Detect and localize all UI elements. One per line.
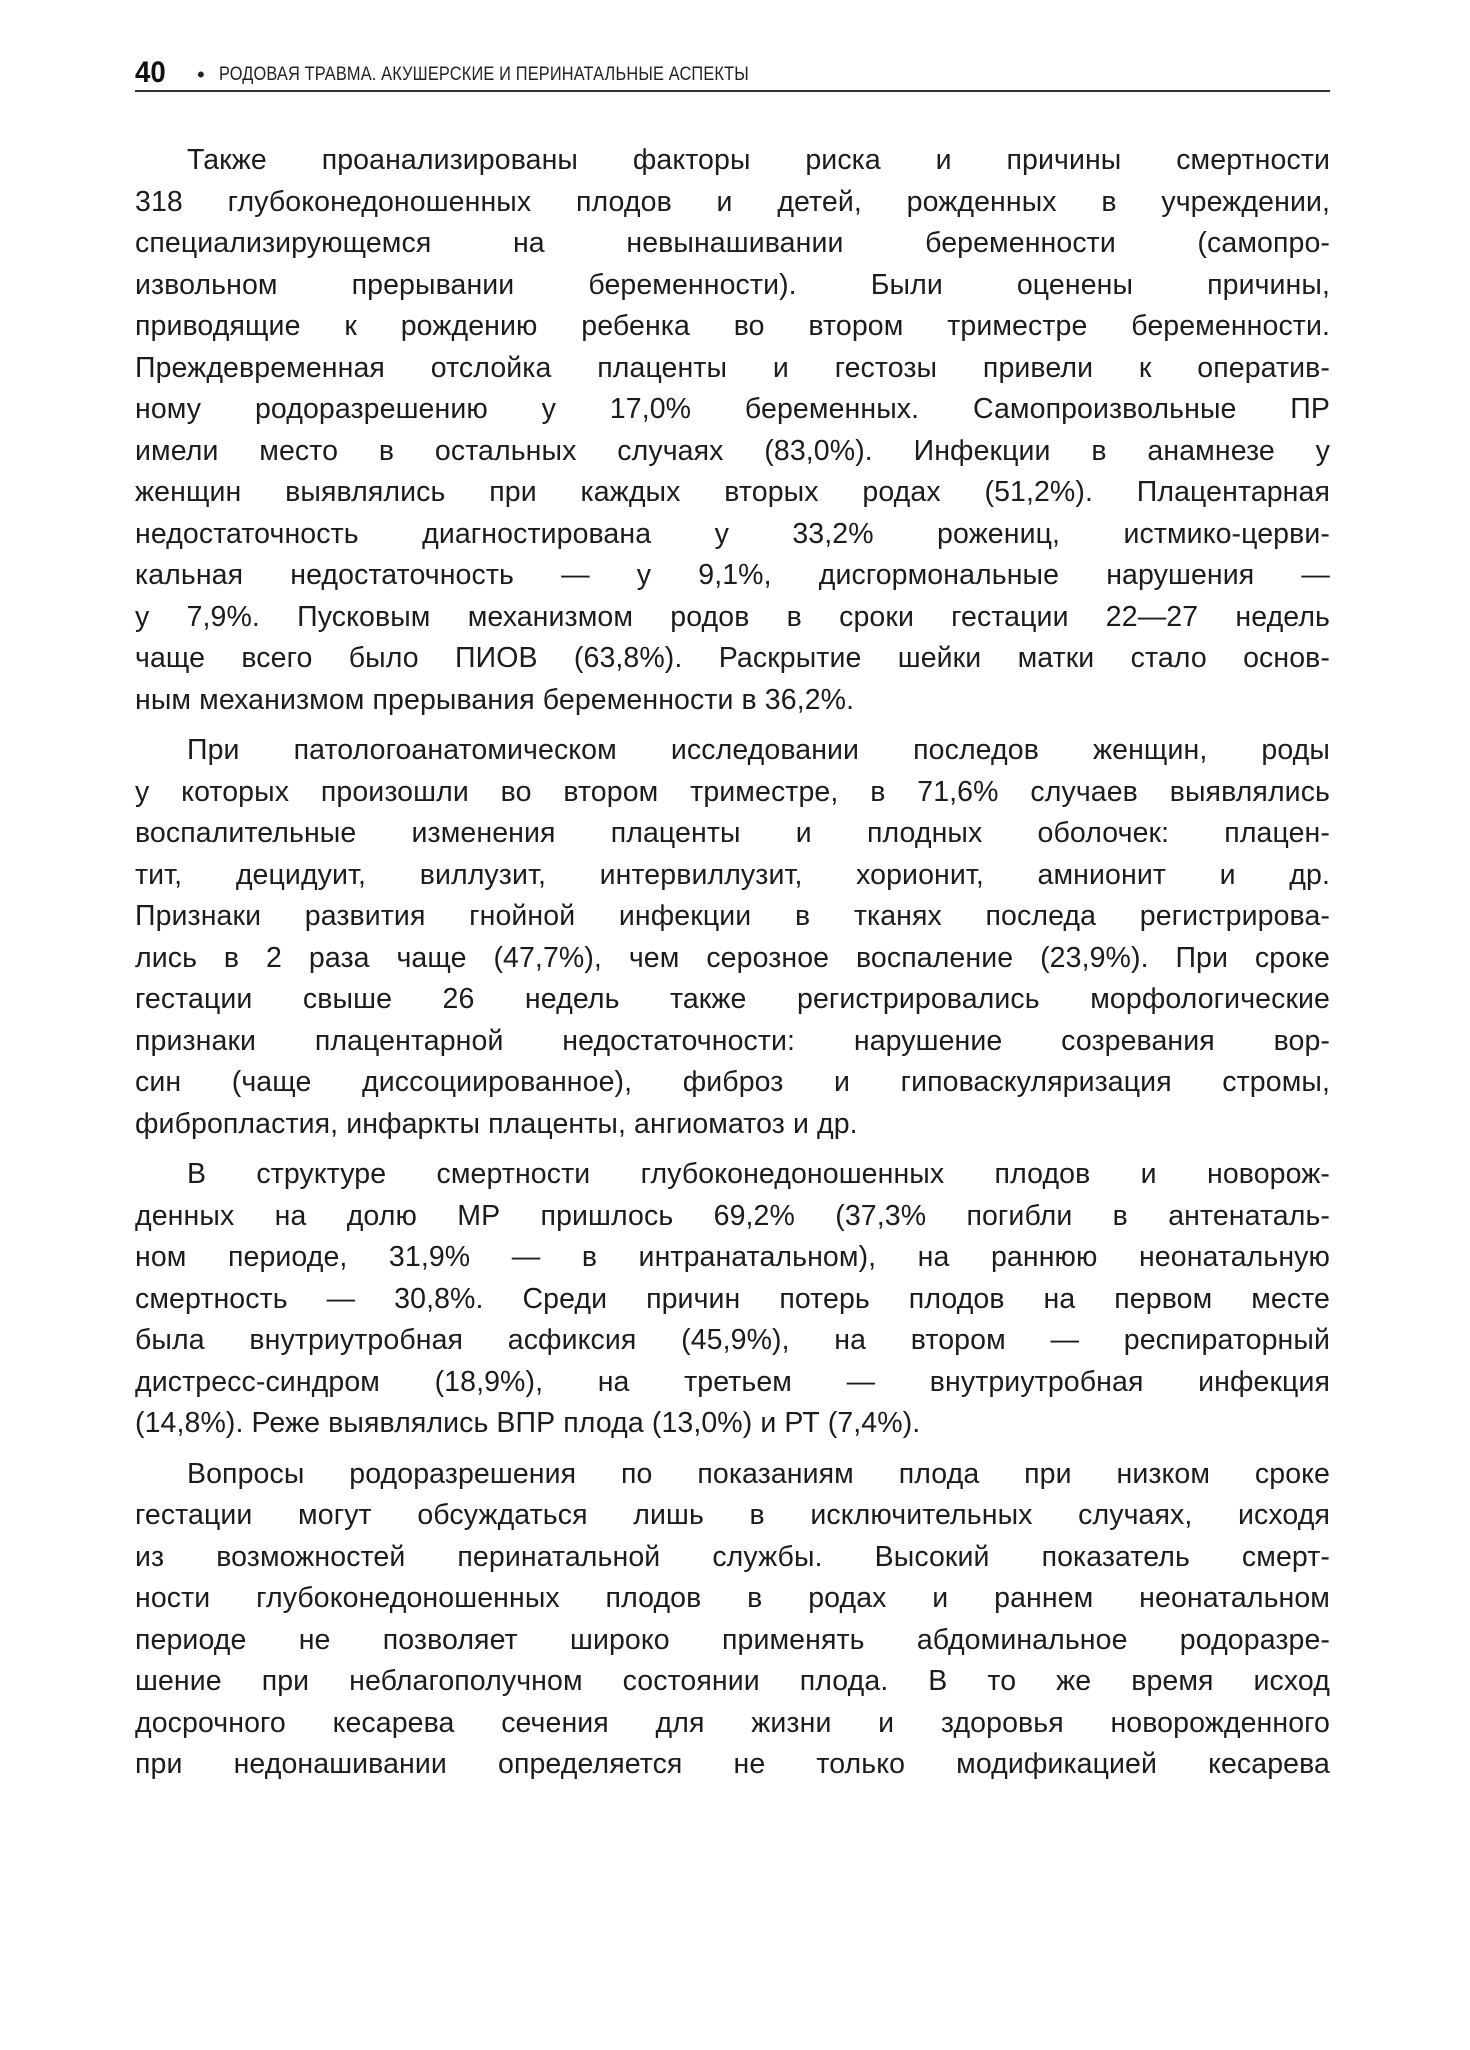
- text-line: чаще всего было ПИОВ (63,8%). Раскрытие шейки матки стало основ-: [135, 642, 1330, 674]
- text-line: гестации могут обсуждаться лишь в исключительных случаях, исходя: [135, 1499, 1330, 1531]
- text-line: смертность — 30,8%. Среди причин потерь плодов на первом месте: [135, 1282, 1330, 1315]
- text-line: гестации свыше 26 недель также регистрировались морфологические: [135, 983, 1330, 1015]
- header-bullet: •: [197, 62, 205, 87]
- text-line: периоде не позволяет широко применять абдоминальное родоразре-: [135, 1623, 1330, 1656]
- text-line: В структуре смертности глубоконедоношенных плодов и новорож-: [187, 1158, 1330, 1190]
- text-line: кальная недостаточность — у 9,1%, дисгормональные нарушения —: [135, 559, 1330, 591]
- text-line: лись в 2 раза чаще (47,7%), чем серозное воспаление (23,9%). При сроке: [135, 941, 1330, 974]
- text-line: ности глубоконедоношенных плодов в родах и раннем неонатальном: [135, 1582, 1330, 1614]
- text-line: (14,8%). Реже выявлялись ВПР плода (13,0%) и РТ (7,4%).: [135, 1407, 921, 1439]
- text-line: воспалительные изменения плаценты и плодных оболочек: плацен-: [135, 817, 1330, 849]
- paragraph-mortality-structure: [135, 1154, 1330, 1445]
- text-line: недостаточность диагностирована у 33,2% рожениц, истмико-церви-: [135, 517, 1330, 550]
- text-line: ном периоде, 31,9% — в интранатальном), на раннюю неонатальную: [135, 1241, 1330, 1273]
- text-line: 318 глубоконедоношенных плодов и детей, рожденных в учреждении,: [135, 185, 1330, 218]
- running-title: РОДОВАЯ ТРАВМА. АКУШЕРСКИЕ И ПЕРИНАТАЛЬНЫЕ АСПЕКТЫ: [218, 64, 749, 85]
- text-line: имели место в остальных случаях (83,0%). Инфекции в анамнезе у: [135, 434, 1330, 467]
- text-line: извольном прерывании беременности). Были оценены причины,: [135, 268, 1330, 301]
- text-line: приводящие к рождению ребенка во втором триместре беременности.: [135, 310, 1330, 342]
- text-line: тит, децидуит, виллузит, интервиллузит, хорионит, амнионит и др.: [135, 858, 1330, 891]
- text-line: денных на долю МР пришлось 69,2% (37,3% погибли в антенаталь-: [135, 1199, 1330, 1232]
- paragraph-pathology: [135, 730, 1330, 1145]
- text-line: досрочного кесарева сечения для жизни и здоровья новорожденного: [135, 1706, 1330, 1739]
- text-line: При патологоанатомическом исследовании последов женщин, роды: [187, 734, 1330, 766]
- running-header: [135, 46, 1330, 90]
- header-rule: [135, 90, 1330, 92]
- body-text: [135, 140, 1330, 1795]
- text-line: признаки плацентарной недостаточности: нарушение созревания вор-: [135, 1024, 1330, 1057]
- text-line: специализирующемся на невынашивании беременности (самопро-: [135, 227, 1330, 259]
- text-line: у 7,9%. Пусковым механизмом родов в сроки гестации 22—27 недель: [135, 600, 1330, 633]
- text-line: Вопросы родоразрешения по показаниям плода при низком сроке: [187, 1457, 1330, 1490]
- text-line: при недонашивании определяется не только модификацией кесарева: [135, 1748, 1330, 1780]
- text-line: из возможностей перинатальной службы. Высокий показатель смерт-: [135, 1540, 1330, 1573]
- paragraph-risk-factors: [135, 140, 1330, 721]
- text-line: у которых произошли во втором триместре, в 71,6% случаев выявлялись: [135, 775, 1330, 808]
- text-line: син (чаще диссоциированное), фиброз и гиповаскуляризация стромы,: [135, 1066, 1330, 1098]
- text-line: дистресс-синдром (18,9%), на третьем — внутриутробная инфекция: [135, 1365, 1330, 1398]
- text-line: была внутриутробная асфиксия (45,9%), на втором — респираторный: [135, 1324, 1330, 1356]
- text-line: женщин выявлялись при каждых вторых родах (51,2%). Плацентарная: [135, 476, 1330, 508]
- text-line: ному родоразрешению у 17,0% беременных. Самопроизвольные ПР: [135, 393, 1330, 425]
- text-line: шение при неблагополучном состоянии плода. В то же время исход: [135, 1665, 1330, 1697]
- text-line: фибропластия, инфаркты плаценты, ангиоматоз и др.: [135, 1107, 858, 1140]
- page-number: 40: [135, 56, 166, 89]
- text-line: Признаки развития гнойной инфекции в тканях последа регистрирова-: [135, 900, 1330, 932]
- paragraph-delivery-questions: [135, 1454, 1330, 1786]
- text-line: Преждевременная отслойка плаценты и гестозы привели к оператив-: [135, 351, 1330, 384]
- text-line: Также проанализированы факторы риска и причины смертности: [187, 144, 1330, 176]
- text-line: ным механизмом прерывания беременности в 36,2%.: [135, 683, 855, 716]
